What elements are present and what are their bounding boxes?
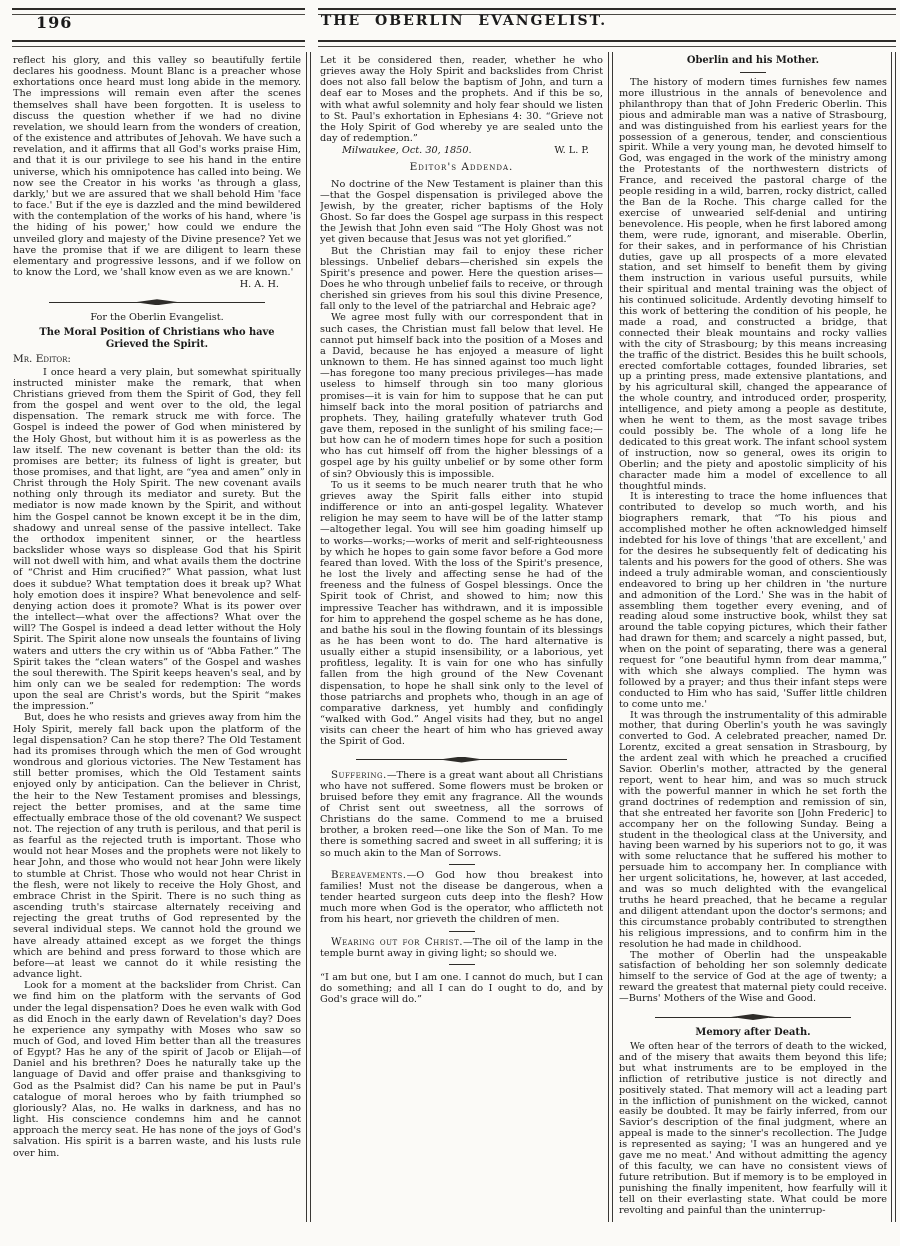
author-initials: H. A. H. [239, 279, 279, 291]
masthead-title: THE OBERLIN EVANGELIST. [320, 13, 608, 29]
dateline-signature: W. L. P. [554, 145, 589, 157]
short-rule [740, 72, 766, 73]
article-paragraph: But, does he who resists and grieves away from him the Holy Spirit, merely fall back upon the platform of the legal dispensation? Can he stop there? The Old Testament had its promises through which the men of God wrought wondrous and glorious victories. The New Testament has still better promises, which the Old Testament saints enjoyed only by anticipation. Can the believer in Christ, the heir to the New Testament promises and blessings, reject the better promises, and at the same time effectually embrace those of the old covenant? We suspect not. The rejection of any truth is perilous, and that peril is as fearful as the rejected truth is important. Those who would not hear Moses and the prophets were not likely to hear John, and those who would not hear John were likely to stumble at Christ. Those who would not hear Christ in the flesh, were not likely to receive the Holy Ghost, and embrace Christ in the Spirit. There is no such thing as ascending truth's staircase alternately receiving and rejecting the great truths of God represented by the several individual steps. We cannot hold the ground we have already attained except as we forget the things which are behind and press forward to those which are before—at least we cannot do it while resisting the advance light. [13, 712, 301, 981]
article-paragraph: reflect his glory, and this valley so beautifully fertile declares his goodness. Mount Blanc is a preacher whose exhortations once heard must long abide in the memory. The impressions will remain even after the scenes themselves shall have been forgotten. It is useless to discuss the question whether if we had no divine revelation, we should learn from the wonders of creation, of the existence and attributes of Jehovah. We have such a revelation, and it affirms that all God's works praise Him, and that it is our privilege to see his hand in the entire universe, which his omnipotence has called into being. We now see the Creator in his works 'as through a glass, darkly,' but we are assured that we shall behold Him 'face to face.' But if the eye is dazzled and the mind bewildered with the contemplation of the works of his hand, where 'is the hiding of his power,' how could we endure the unveiled glory and majesty of the Divine presence? Yet we have the promise that if we are diligent to learn these elementary and progressive lessons, and if we follow on to know the Lord, we 'shall know even as we are known.' [13, 55, 301, 278]
diamond-ornament-icon [440, 757, 484, 763]
column-3 [619, 55, 887, 1230]
article-paragraph: It is interesting to trace the home influences that contributed to develop so much worth, and his biographers remark, that “To his pious and accomplished mother he often acknowledged himself indebted for his love of things 'that are excellent,' and for the desires he subsequently felt of dedicating his talents and his powers for the good of others. She was indeed a truly admirable woman, and conscientiously endeavored to bring up her children in 'the nurture and admonition of the Lord.' She was in the habit of assembling them together every evening, and of reading aloud some instructive book, whilst they sat around the table copying pictures, which their father had drawn for them; and scarcely a night passed, but, when on the point of separating, there was a general request for “one beautiful hymn from dear mamma,” with which she always complied. The hymn was followed by a prayer; and thus their infant steps were conducted to Him who has said, 'Suffer little children to come unto me.' [619, 491, 887, 710]
article-title: Memory after Death. [695, 1027, 811, 1039]
note-paragraph [320, 770, 603, 859]
note-paragraph [320, 870, 603, 926]
article-paragraph: To us it seems to be much nearer truth that he who grieves away the Spirit falls either into stupid indifference or into an anti-gospel legality. Whatever religion he may seem to have will be of the latter stamp—altogether legal. You will see him goading himself up to works—works;—works of merit and self-righteousness by which he hopes to gain some favor before a God more feared than loved. With the loss of the Spirit's presence, he lost the lively and affecting sense he had of the freeness and the fulness of Gospel blessings. Once the Spirit took of Christ, and showed to him; now this impressive Teacher has withdrawn, and it is impossible for him to apprehend the gospel scheme as he has done, and bathe his soul in the flowing fountain of its blessings as he has been wont to do. The hard alternative is usually either a stupid insensibility, or a laborious, yet profitless, legality. It is vain for one who has sinfully fallen from the high ground of the New Covenant dispensation, to hope he shall sink only to the level of those patriarchs and prophets who, though in an age of comparative darkness, yet humbly and confidingly “walked with God.” Angel visits had they, but no angel visits can cheer the heart of him who has grieved away the Spirit of God. [320, 479, 603, 748]
dateline-place: Milwaukee, Oct. 30, 1850. [342, 145, 472, 157]
article-paragraph: No doctrine of the New Testament is plainer than this—that the Gospel dispensation is privileged above the Jewish, by the greater, richer baptisms of the Holy Ghost. So far does the Gospel age surpass in this respect the Jewish that John even said “The Holy Ghost was not yet given because that Jesus was not yet glorified.” [320, 178, 603, 246]
article-paragraph: The mother of Oberlin had the unspeakable satisfaction of beholding her son solemnly dedicate himself to the service of God at the age of twenty; a reward the greatest that maternal piety could receive.—Burns' Mothers of the Wise and Good. [619, 949, 887, 1005]
article-paragraph: We agree most fully with our correspondent that in such cases, the Christian must fall below that level. He cannot put himself back into the position of a Moses and a David, because he has enjoyed a measure of light unknown to them. He has sinned against too much light—has foregone too many precious privileges—has made useless to himself through sin too many glorious promises—it is vain for him to suppose that he can put himself back into the moral position of patriarchs and prophets. They, hailing gratefully whatever truth God gave them, reposed in the sunlight of his smiling face;—but how can he of modern times hope for such a position who has cut himself off from the higher blessings of a gospel age by his guilty unbelief or by some other form of sin? Obviously this is impossible. [320, 312, 603, 480]
note-text: —The oil of the lamp in the temple burnt away in giving light; so should we. [320, 936, 603, 959]
note-text: —There is a great want about all Christians who have not suffered. Some flowers must be broken or bruised before they emit any fragrance. All the wounds of Christ sent out sweetness, all the sorrows of Christians do the same. Commend to me a bruised brother, a broken reed—one like the Son of Man. To me there is something sacred and sweet in all suffering; it is so much akin to the Man of Sorrows. [320, 769, 603, 859]
article-paragraph: But the Christian may fail to enjoy these richer blessings. Unbelief debars—cherished sin expels the Spirit's presence and power. Here the question arises—Does he who through unbelief fails to receive, or through cherished sin grieves from his soul this divine Presence, fall only to the level of the patriarchal and Hebraic age? [320, 245, 603, 313]
article-title: The Moral Position of Christians who have Grieved the Spirit. [39, 327, 275, 351]
section-heading: Editor's Addenda. [409, 161, 514, 174]
short-rule [449, 864, 475, 865]
page-edge-rule [891, 52, 896, 1222]
article-paragraph: It was through the instrumentality of this admirable mother, that during Oberlin's youth he was savingly converted to God. A celebrated preacher, named Dr. Lorentz, excited a great sensation in Strasbourg, by the ardent zeal with which he preached a crucified Savior. Oberlin's mother, attracted by the general report, went to hear him, and was so much struck with the powerful manner in which he set forth the grand doctrines of redemption and remission of sin, that she entreated her favorite son [John Frederic] to accompany her on the following Sunday. Being a student in the theological class at the University, and having been warned by his superiors not to go, it was with some reluctance that he suffered his mother to persuade him to accompany her. In compliance with her urgent solicitations, he, however, at last acceded, and was so much delighted with the evangelical truths he heard preached, that he became a regular and diligent attendant upon the doctor's sermons; and this circumstance probably contributed to strengthen his religious impressions, and to confirm him in the resolution he had made in childhood. [619, 709, 887, 950]
note-paragraph [320, 937, 603, 959]
column-divider-2 [608, 52, 613, 1222]
diamond-ornament-icon [731, 1014, 775, 1020]
note-text: —O God how thou breakest into families! Must not the disease be dangerous, when a tender hearted surgeon cuts deep into the flesh? How much more when God is the operator, who afflicteth not from his heart, nor grieveth the children of men. [320, 869, 603, 926]
header-rule-bottom-right [318, 40, 896, 47]
column-divider-1 [306, 52, 311, 1222]
article-paragraph: I once heard a very plain, but somewhat spiritually instructed minister make the remark, that when Christians grieved from them the Spirit of God, they fell from the gospel and went over to the old, the legal dispensation. The remark struck me with force. The Gospel is indeed the power of God when ministered by the Holy Ghost, but without him it is as powerless as the law itself. The new covenant is better than the old: its promises are better; its fulness of light is greater, but those promises, and that light, are “yea and amen” only in Christ through the Holy Spirit. The new covenant avails nothing only through its mediator and surety. But the mediator is now made known by the Spirit, and without him the Gospel cannot be known except it be in the dim, shadowy and unreal sense of the passive intellect. Take the orthodox impenitent sinner, or the heartless backslider whose ways so displease God that his Spirit will not dwell with him, and what avails them the doctrine of “Christ and Him crucified?” What passion, what lust does it subdue? What temptation does it break up? What holy emotion does it inspire? What benevolence and self-denying action does it promote? What is its power over the intellect—what over the affections? What over the will? The Gospel is indeed a dead letter without the Holy Spirit. The Spirit alone now unseals the fountains of living waters and utters the cry within us of “Abba Father.” The Spirit takes the “clean waters” of the Gospel and washes the soul therewith. The Spirit keeps heaven's seal, and by him only can we be sealed for redemption: The words upon the seal are Christ's words, but the Spirit “makes the impression.” [13, 366, 301, 713]
ornament-divider [356, 757, 567, 763]
ornament-divider [655, 1014, 851, 1020]
closing-quote: “I am but one, but I am one. I cannot do much, but I can do something; and all I can do I ought to do, and by God's grace will do.” [320, 971, 603, 1006]
diamond-ornament-icon [135, 299, 179, 305]
article-paragraph: We often hear of the terrors of death to the wicked, and of the misery that awaits them beyond this life; but what instruments are to be employed in the infliction of retributive justice is not directly and positively stated. That memory will act a leading part in the infliction of punishment on the wicked, cannot easily be doubted. It may be fairly inferred, from our Savior's description of the final judgment, where an appeal is made to the sinner's recollection. The Judge is represented as saying; 'I was an hungered and ye gave me no meat.' And without admitting the agency of this faculty, we can have no consistent views of future retribution. But if memory is to be employed in punishing the finally impenitent, how fearfully will it tell on their everlasting state. What could be more revolting and painful than the uninterrup- [619, 1041, 887, 1216]
ornament-divider [49, 299, 265, 305]
header-rule-bottom-left [12, 40, 305, 47]
note-lead: Suffering. [331, 768, 387, 781]
note-lead: Wearing out for Christ. [331, 935, 464, 948]
article-paragraph: The history of modern times furnishes few names more illustrious in the annals of benevolence and philanthropy than that of John Frederic Oberlin. This pious and admirable man was a native of Strasbourg, and was distinguished from his earliest years for the possession of a generous, tender, and conscientious spirit. While a very young man, he devoted himself to God, was engaged in the work of the ministry among the Protestants of the northwestern districts of France, and received the pastoral charge of the people residing in a wild, barren, rocky district, called the Ban de la Roche. This charge called for the exercise of unwearied self-denial and untiring benevolence. His people, when he first labored among them, were rude, ignorant, and miserable. Oberlin, for their sakes, and in performance of his Christian duties, gave up all prospects of a more elevated station, and set himself to benefit them by giving them instruction in various useful pursuits, while their spiritual and mental training was the object of his continued solicitude. Ardently devoting himself to this work of bettering the condition of his people, he made a road, and constructed a bridge, that connected their bleak mountains and rocky vallies with the city of Strasbourg; by this means increasing the traffic of the district. Besides this he built schools, erected comfortable cottages, founded libraries, set up a printing press, made extensive plantations, and by his agricultural skill, changed the appearance of the whole country, and introduced order, prosperity, intelligence, and piety among a people as destitute, when he went to them, as the most savage tribes could possibly be. The whole of a long life he dedicated to this great work. The infant school system of instruction, now so general, owes its origin to Oberlin; and the piety and apostolic simplicity of his character made him a model of excellence to all thoughtful minds. [619, 77, 887, 492]
column-1 [13, 55, 301, 1230]
page-number: 196 [36, 13, 73, 32]
short-rule [449, 964, 475, 965]
article-title: Oberlin and his Mother. [686, 55, 820, 66]
article-paragraph: Let it be considered then, reader, whether he who grieves away the Holy Spirit and backslides from Christ does not also fall below the baptism of John, and turn a deaf ear to Moses and the prophets. And if this be so, with what awful solemnity and holy fear should we listen to St. Paul's exhortation in Ephesians 4: 30. “Grieve not the Holy Spirit of God whereby ye are sealed unto the day of redemption.” [320, 55, 603, 145]
salutation: Mr. Editor: [13, 353, 71, 366]
column-2 [320, 55, 603, 1230]
short-rule [449, 931, 475, 932]
note-lead: Bereavements. [331, 868, 407, 881]
credit-line: For the Oberlin Evangelist. [90, 312, 224, 324]
article-paragraph: Look for a moment at the backslider from Christ. Can we find him on the platform with the servants of God under the legal dispensation? Does he even walk with God as did Enoch in the early dawn of Revelation's day? Does he experience any sympathy with Moses who saw so much of God, and loved Him better than all the treasures of Egypt? Has he any of the spirit of Jacob or Elijah—of Daniel and his brethren? Does he naturally take up the language of David and offer praise and thanksgiving to God as the Psalmist did? Can his name be put in Paul's catalogue of moral heroes who by faith triumphed so gloriously? Alas, no. He walks in darkness, and has no light. His conscience condemns him and he cannot approach the mercy seat. He has none of the joys of God's salvation. His spirit is a barren waste, and his lusts rule over him. [13, 980, 301, 1159]
dateline [320, 145, 603, 156]
